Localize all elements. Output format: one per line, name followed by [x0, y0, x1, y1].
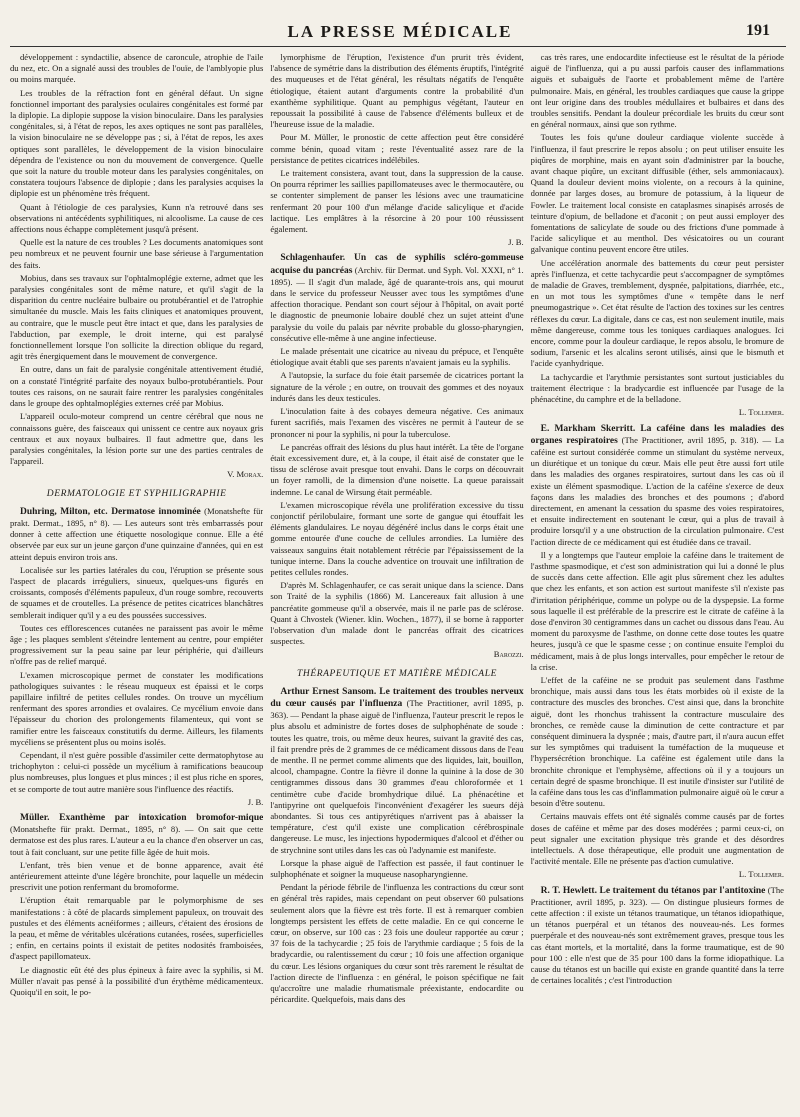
author-signature: J. B.	[508, 237, 524, 248]
paragraph: Quelle est la nature de ces troubles ? Les documents anatomiques sont peu nombreux et ne peuvent fournir une base sérieuse à l'argumentation des faits.	[10, 237, 264, 270]
page-number: 191	[746, 22, 770, 39]
paragraph: L'inoculation faite à des cobayes demeura négative. Ces animaux furent sacrifiés, mais l'examen des viscères ne permit à l'auteur de se prononcer ni pour la syphilis, ni pour la tuberculose.	[270, 406, 524, 439]
paragraph: cas très rares, une endocardite infectieuse est le résultat de la période aiguë de l'influenza, qui a pu aussi parfois causer des inflammations aiguës et subaiguës de l'aorte et probablement même de l'artère pulmonaire. Mais, en général, les troubles cardiaques que cause la grippe ont leur origine dans des troubles médullaires et bulbaires et dans des troubles sensitifs. Pendant la douleur précordiale les bruits du cœur sont en général normaux, ainsi que son rythme.	[530, 52, 784, 130]
paragraph: Les troubles de la réfraction font en général défaut. Un signe fonctionnel important des paralysies oculaires congénitales est formé par la diplopie. La diplopie suppose la vision binoculaire. Dans les paralysies congénitales, si, à l'état de repos, les axes optiques ne sont pas parallèles, la vision binoculaire ne se développe pas ; si, à l'état de repos, les axes optiques sont parallèles, le développement de la vision binoculaire dépendra de l'existence ou non du mouvement de convergence. Quelle que soit la nature du trouble moteur dans les paralysies congénitales, on constatera toujours l'absence de diplopie ; dans les paralysies acquises la diplopie est un phénomène très fréquent.	[10, 87, 264, 199]
paragraph	[10, 506, 263, 563]
paragraph: Pour M. Müller, le pronostic de cette affection peut être considéré comme bénin, quoad vitam ; reste l'éventualité assez rare de la persistance de petites cicatrices indélébiles.	[270, 132, 524, 165]
text-columns	[10, 52, 784, 1110]
paragraph: L'examen microscopique permet de constater les modifications pathologiques suivantes : le réseau muqueux est épaissi et le corps papillaire infiltré de petites cellules rondes. On trouve un mycélium renfermant des spores arrondies et ovalaires. Ce mycélium envoie dans l'épaisseur du chorion des prolongements filamenteux, qui vont se ramifier entre les faisceaux constitutifs du derme. Ailleurs, les filaments mycéliens se présentent plus ou moins isolés.	[10, 669, 264, 747]
article-heading: E. Markham Skerritt. La caféine dans les maladies des organes respiratoires	[530, 423, 784, 446]
article-heading: R. T. Hewlett. Le traitement du tétanos par l'antitoxine	[540, 885, 766, 896]
column-left	[10, 52, 263, 1110]
author-signature: Barozzi.	[493, 649, 524, 660]
section-heading: THÉRAPEUTIQUE ET MATIÈRE MÉDICALE	[296, 668, 497, 679]
author-signature: J. B.	[247, 796, 264, 807]
author-signature: V. Morax.	[227, 469, 264, 480]
paragraph: Pendant la période fébrile de l'influenza les contractions du cœur sont en général très rapides, mais cependant on peut observer 60 pulsations seulement alors que la fièvre est très forte. Il est à remarquer combien longtemps persistent les effets de cette maladie. En ce qui concerne le cœur, on observe, sur 100 cas : 23 fois une douleur rapportée au cœur ; 37 fois de la tachycardie ; 25 fois de l'arythmie cardiaque ; 5 fois de la bradycardie, ou ralentissement du cœur ; 10 fois une affection organique du cœur. Les lésions organiques du cœur sont très rarement le résultat de l'action directe de l'influenza : en général, le poison spécifique ne fait qu'accroître une maladie rhumatismale préexistante, endocardite ou péricardite. Quelquefois, mais dans des	[270, 882, 524, 1005]
paragraph-text: (Monatshefte für prakt. Dermat., 1895, n° 8). — On sait que cette dermatose est des plus rares. L'auteur a eu la chance d'en observer un cas, tout à fait concluant, sur une petite fille âgée de huit mois.	[10, 824, 264, 857]
paragraph: Cependant, il n'est guère possible d'assimiler cette dermatophytose au trichophyton : celui-ci possède un mycélium à ramifications beaucoup plus nombreuses, plus longues et plus minces ; il est plus riche en spores, et se comporte de tout autre manière sous l'influence des réactifs.	[10, 749, 264, 794]
paragraph: Quant à l'étiologie de ces paralysies, Kunn n'a retrouvé dans ses observations ni antécédents syphilitiques, ni alcoolisme. La cause de ces affections nous échappe complètement jusqu'à présent.	[10, 201, 264, 235]
paragraph: L'appareil oculo-moteur comprend un centre cérébral que nous ne connaissons guère, des faisceaux qui unissent ce centre aux noyaux gris centraux et aux noyaux bulbaires. Il faut admettre que, dans les paralysies congénitales, la lésion porte sur une des parties centrales de l'appareil.	[10, 411, 264, 467]
article-heading: Arthur Ernest Sansom. Le traitement des troubles nerveux du cœur causés par l'influenza	[270, 686, 524, 709]
paragraph: Une accélération anormale des battements du cœur peut persister après l'influenza, et cette tachycardie peut s'accompagner de symptômes de maladie de Graves, tremblement, dyspnée, palpitations, diarrhée, etc., en un mot tous les symptômes d'une « tempête dans le nerf pneumogastrique ». Cet état résulte de l'action des toxines sur les centres réflexes du cœur. La digitale, dans ce cas, est non seulement inutile, mais même dangereuse, comme tous les toniques cardiaques analogues. Ici encore, comme pour la douleur cardiaque, le repos absolu, le bromure de sodium, l'arsenic et les alcalins seront utilisés, ainsi que le bismuth et l'acide cyanhydrique.	[530, 257, 784, 369]
paragraph: Toutes ces efflorescences cutanées ne paraissent pas avoir le même âge ; les plaques semblent s'éteindre lentement au centre, pour empiéter progressivement sur la peau saine par leur périphérie, qui d'ailleurs n'offre pas de relief marqué.	[10, 622, 264, 667]
page-header	[0, 0, 800, 44]
paragraph: L'examen microscopique révéla une prolifération excessive du tissu conjonctif périlobulaire, formant une sorte de gangue qui étouffait les éléments glandulaires. Le noyau dégénéré inclus dans le corps était une gomme entourée d'une couche de cellules arrondies. La lumière des vaisseaux sanguins était notablement rétrécie par l'épaississement de la tunique interne. Dans la couche adventice on trouvait une infiltration de petites cellules rondes.	[270, 499, 524, 577]
paragraph-text: (The Practitioner, avril 1895, p. 323). — On distingue plusieurs formes de cette affection : il existe un tétanos traumatique, un tétanos idiopathique, un tétanos puerpéral et un tétanos des nouveau-nés. Les formes puerpérale et des nouveau-nés sont extrêmement graves, presque tous les cas étant mortels, et la mortalité, dans la forme traumatique, est de 90 pour 100 : elle n'est que de 35 pour 100 dans la forme idiopathique. La cause du tétanos est un bacille qui existe en grande quantité dans la terre de certaines localités ; c'est l'introduction	[530, 884, 784, 986]
paragraph: Localisée sur les parties latérales du cou, l'éruption se présente sous l'aspect de placards irréguliers, sinueux, quelques-uns figurés en croissants, composés d'éléments papuleux, d'un rouge sombre, recouverts de squames et de croutelles. La présence de petites cicatrices blanchâtres semblerait indiquer qu'il y a eu des poussées successives.	[10, 564, 264, 620]
article-heading: Schlagenhaufer. Un cas de syphilis scléro-gommeuse acquise du pancréas	[270, 253, 524, 276]
article-heading: Müller. Exanthème par intoxication bromofor-mique	[20, 813, 264, 823]
paragraph: Le pancréas offrait des lésions du plus haut intérêt. La tête de l'organe était excessivement dure, et, à la coupe, il était aisé de constater que le tissu de sclérose avait presque tout envahi. Dans le corps on découvrait un foyer ramolli, de la dimension d'une noisette. La queue paraissait indemne. Le canal de Wirsung était perméable.	[270, 441, 524, 497]
paragraph: Certains mauvais effets ont été signalés comme causés par de fortes doses de caféine et même par des doses modérées ; parmi ceux-ci, on peut signaler une excitation physique très grande et des désordres intellectuels. A dose thérapeutique, elle produit une augmentation de l'activité mentale. Elle ne présente pas d'action cumulative.	[530, 811, 784, 867]
paragraph	[531, 885, 784, 987]
paragraph	[531, 423, 784, 548]
paragraph: Le malade présentait une cicatrice au niveau du prépuce, et l'enquête étiologique avait établi que ses parents n'avaient jamais eu la syphilis.	[270, 346, 524, 368]
author-signature: L. Tollemer.	[738, 869, 784, 880]
paragraph-text: (The Practitioner, avril 1895, p. 318). — La caféine est surtout considérée comme un stimulant du système nerveux, un diurétique et un tonique du cœur. Mais elle peut être aussi fort utile dans les maladies des organes respiratoires, surtout dans les cas où il existe un élément spasmodique. L'action de la caféine s'exerce de deux façons dans les maladies des bronches et des poumons ; d'abord directement, en amenant la cessation du spasme des voies respiratoires, et ensuite indirectement en soutenant le cœur, qui a plus de travail à produire lorsqu'il y a une obstruction de la circulation pulmonaire. C'est l'action directe de ce médicament qui est étudiée dans ce travail.	[530, 434, 784, 547]
paragraph: Il y a longtemps que l'auteur emploie la caféine dans le traitement de l'asthme spasmodique, et c'est son administration qui lui a donné le plus de succès dans cette affection. Elle agit plus sûrement chez les adultes que chez les enfants, et son action est surtout manifeste s'il n'existe pas d'irritation périphérique, comme un polype ou de la dyspepsie. La forme sous laquelle il est préférable de la prescrire est le citrate de caféine à la dose d'environ 30 centigrammes dans un cachet ou dissous dans l'eau. Au moment du paroxysme de l'asthme, on donne cette dose toutes les quatre heures, jusqu'à ce que le spasme cesse ; on continue ensuite l'emploi du médicament, mais à de plus longs intervalles, pour empêcher le retour de la crise.	[530, 549, 784, 672]
paragraph: lymorphisme de l'éruption, l'existence d'un prurit très évident, l'absence de symétrie dans la distribution des éléments éruptifs, l'intégrité des muqueuses et de l'état général, les résultats négatifs de l'enquête étiologique, étaient autant d'arguments contre la probabilité d'un exanthème syphilitique. Quant au pemphigus végétant, l'auteur en repoussait la possibilité à cause de l'absence d'éléments bulleux et de l'heureuse issue de la maladie.	[270, 52, 524, 130]
paragraph-text: (Monatshefte für prakt. Dermat., 1895, n° 8). — Les auteurs sont très embarrassés pour donner à cette affection une étiquette nosologique connue. Elle a été observée par eux sur un jeune garçon d'une quinzaine d'années, qui en est atteint depuis environ trois ans.	[10, 505, 264, 562]
author-signature: L. Tollemer.	[738, 407, 784, 418]
header-rule	[10, 46, 786, 47]
section-heading: DERMATOLOGIE ET SYPHILIGRAPHIE	[46, 488, 227, 499]
paragraph: développement : syndactilie, absence de caroncule, atrophie de l'aile du nez, etc. On a signalé aussi des troubles de l'ouïe, de l'amblyopie plus ou moins marquée.	[10, 52, 264, 85]
column-middle	[270, 52, 523, 1110]
article-heading: Duhring, Milton, etc. Dermatose innominée	[20, 506, 201, 517]
paragraph: A l'autopsie, la surface du foie était parsemée de cicatrices portant la signature de la vérole ; en outre, on trouvait des gommes et des noyaux indurés dans les deux testicules.	[270, 370, 524, 403]
paragraph	[270, 252, 523, 344]
paragraph: Lorsque la phase aiguë de l'affection est passée, il faut continuer le sulphophénate et soigner la muqueuse nasopharyngienne.	[270, 857, 524, 880]
paragraph: L'effet de la caféine ne se produit pas seulement dans l'asthme bronchique, mais aussi dans tous les états morbides où il existe de la contracture des muscles des bronches. C'est ainsi que, dans la bronchite aiguë, dont les rhonchus trahissent la contracture musculaire des bronches, ce remède cause la diminution de cette contracture et par conséquent diminuera la dyspnée ; mais, d'autre part, il n'aura aucun effet sur les symptômes qui traduisent la tuméfaction de la muqueuse et l'hypersécrétion bronchique. La caféine est également utile dans la bronchite chronique et l'emphysème, affections où il y a toujours un certain degré de spasme bronchique. Il est inutile d'insister sur l'utilité de la caféine dans tous les cas d'inflammation pulmonaire aiguë où le cœur a besoin d'être soutenu.	[530, 674, 784, 809]
paragraph	[10, 812, 263, 858]
paragraph: L'enfant, très bien venue et de bonne apparence, avait été antérieurement atteinte d'une légère bronchite, pour laquelle un médecin prescrivit une potion renfermant du bromoforme.	[10, 859, 264, 893]
paragraph	[270, 686, 523, 856]
paragraph: D'après M. Schlagenhaufer, ce cas serait unique dans la science. Dans son Traité de la syphilis (1866) M. Lancereaux fait allusion à une pancréatite gommeuse qu'il a observée, mais il ne parle pas de sclérose. Quant à Chvostek (Wiener. klin. Wochen., 1877), il se borne à rapporter l'observation d'un malade dont le pancréas offrait des cicatrices suspectes.	[270, 580, 524, 647]
paragraph: Mobius, dans ses travaux sur l'ophtalmoplégie externe, admet que les paralysies congénitales sont de même nature, et qu'il s'agit de la disparition du centre nucléaire bulbaire ou protubérantiel et de l'atrophie simultanée du muscle. Mais les faits cliniques et anatomiques prouvent, au contraire, que le muscle peut être intact et que, dans les paralysies de l'abduction, par exemple, le droit interne, qui est paralysé fonctionnellement lorsque l'on sollicite la direction oblique du regard, agit très énergiquement dans le mouvement de convergence.	[10, 272, 264, 362]
paragraph: L'éruption était remarquable par le polymorphisme de ses manifestations : à côté de placards simplement papuleux, on trouvait des pustules et des éléments acnéiformes ; ailleurs, c'étaient des érosions de la peau, et même de véritables ulcérations cutanées, rosées, superficielles ; enfin, en certains points il existait de petites nodosités framboisées, d'aspect papillomateux.	[10, 895, 264, 962]
paragraph: La tachycardie et l'arythmie persistantes sont surtout justiciables du traitement électrique : la bradycardie est influencée par l'usage de la phénacétine, du camphre et de la belladone.	[530, 371, 784, 405]
paragraph: Le diagnostic eût été des plus épineux à faire avec la syphilis, si M. Müller n'avait pas pensé à la possibilité d'un érythème médicamenteux. Quoiqu'il en soit, le po-	[10, 964, 264, 998]
paragraph: Le traitement consistera, avant tout, dans la suppression de la cause. On pourra réprimer les saillies papillomateuses avec le thermocautère, ou se contenter simplement de panser les lésions avec une traumaticine renfermant 20 pour 100 d'un mélange d'acide salicylique et d'acide lactique. Les emplâtres à la résorcine à 20 pour 100 réussissent également.	[270, 168, 524, 235]
paragraph: Toutes les fois qu'une douleur cardiaque violente succède à l'influenza, il faut prescrire le repos absolu ; on peut utiliser ensuite les piqûres de morphine, mais en ayant soin d'administrer par la bouche, avant chaque piqûre, un excitant diffusible (éther, sels ammoniacaux). Quand la douleur devient moins violente, on a recours à la quinine, donnée par larges doses, au bromure de potassium, à la liqueur de Fowler. Le traitement local consiste en cataplasmes sinapisés arrosés de teinture d'opium, de belladone et d'aconit ; on peut aussi employer des fomentations de salicylate de soude ou des frictions d'une pommade à l'acide salicylique et au menthol. Des vésicatoires ou un courant galvanique continu peuvent encore être utiles.	[530, 132, 784, 255]
paragraph-text: (Archiv. für Dermat. und Syph. Vol. XXXI, n° 1. 1895). — Il s'agit d'un malade, âgé de quarante-trois ans, qui mourut dans le service du professeur Neusser avec tous les symptômes d'une affection thoracique. Pendant son court séjour à l'hôpital, on avait porté le diagnostic de pneumonie lobaire doublé chez un sujet atteint d'une paralysie du voile du palais par névrite probable du glosso-pharyngien, consécutive elle-même à une angine infectieuse.	[270, 264, 524, 343]
paragraph: En outre, dans un fait de paralysie congénitale attentivement étudié, on a constaté l'intégrité parfaite des noyaux bulbo-protubérantiels. Pour toutes ces raisons, on ne saurait faire rentrer les paralysies congénitales dans le groupe des ophtalmoplégies externes créé par Mobius.	[10, 364, 264, 409]
column-right	[531, 52, 784, 1110]
paragraph-text: (The Practitioner, avril 1895, p. 363). — Pendant la phase aiguë de l'influenza, l'auteur prescrit le repos le plus absolu et administre de fortes doses de sulphophénate de soude : toutes les quatre, trois, ou même deux heures, suivant la gravité des cas, il fait prendre près de 2 grammes de ce médicament dissous dans de l'eau de menthe. Il ne permet comme aliments que des liquides, lait, bouillon, alcool, champagne. Contre la fièvre il donne la quinine à la dose de 30 centigrammes dissous dans 30 grammes d'eau chloroformée et 1 centimètre cube d'acide bromhydrique dilué. La phénacétine et l'antipyrine ont quelquefois l'inconvénient d'exagérer les sueurs déjà abondantes. Si tous ces antipyrétiques n'arrivent pas à abaisser la température, c'est qu'il existe une complication cérébrospinale dangereuse. Le musc, les injections hypodermiques d'alcool et d'éther ou de strychnine sont utiles dans les cas où l'adynamie est manifeste.	[270, 697, 524, 855]
journal-title: LA PRESSE MÉDICALE	[287, 22, 513, 41]
